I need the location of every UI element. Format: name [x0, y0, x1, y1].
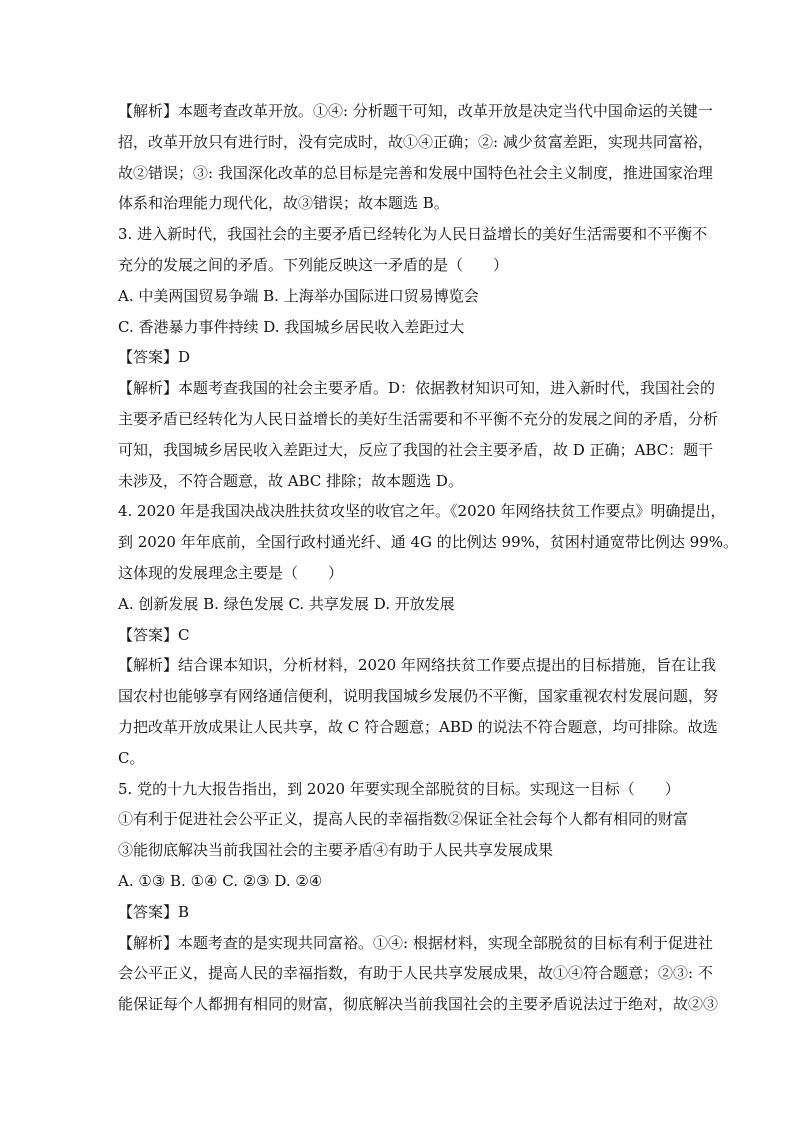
text-line: 可知，我国城乡居民收入差距过大，反应了我国的社会主要矛盾，故 D 正确；ABC：题干: [118, 440, 714, 459]
text-line: 3. 进入新时代，我国社会的主要矛盾已经转化为人民日益增长的美好生活需要和不平衡不: [118, 225, 708, 244]
text-line: 会公平正义，提高人民的幸福指数，有助于人民共享发展成果，故①④符合题意；②③: 不: [118, 964, 713, 983]
text-line: 到 2020 年年底前，全国行政村通光纤、通 4G 的比例达 99%，贫困村通宽带比例达 99%。: [118, 533, 738, 552]
text-line: 未涉及，不符合题意，故 ABC 排除；故本题选 D。: [118, 471, 463, 490]
text-line: 【解析】本题考查改革开放。①④: 分析题干可知，改革开放是决定当代中国命运的关键一: [118, 102, 713, 120]
text-line: 这体现的发展理念主要是（ ）: [118, 563, 344, 582]
text-line: 【解析】本题考查的是实现共同富裕。①④: 根据材料，实现全部脱贫的目标有利于促进社: [118, 933, 713, 952]
document-page: [118, 96, 738, 1020]
text-line: 【解析】结合课本知识，分析材料，2020 年网络扶贫工作要点提出的目标措施，旨在让我: [118, 656, 716, 675]
text-line: A. ①③ B. ①④ C. ②③ D. ②④: [118, 871, 323, 890]
text-line: 5. 党的十九大报告指出，到 2020 年要实现全部脱贫的目标。实现这一目标（ ）: [118, 779, 680, 798]
text-line: A. 创新发展 B. 绿色发展 C. 共享发展 D. 开放发展: [118, 594, 455, 613]
text-line: 充分的发展之间的矛盾。下列能反映这一矛盾的是（ ）: [118, 255, 509, 274]
text-line: 【解析】本题考查我国的社会主要矛盾。D：依据教材知识可知，进入新时代，我国社会的: [118, 379, 716, 398]
text-line: A. 中美两国贸易争端 B. 上海举办国际进口贸易博览会: [118, 286, 479, 305]
text-line: 【答案】C: [118, 625, 190, 644]
text-line: 【答案】D: [118, 348, 191, 367]
text-line: 4. 2020 年是我国决战决胜扶贫攻坚的收官之年。《2020 年网络扶贫工作要点》明确提出，: [118, 502, 726, 521]
text-line: 国农村也能够享有网络通信便利，说明我国城乡发展仍不平衡，国家重视农村发展问题，努: [118, 687, 719, 706]
text-line: C. 香港暴力事件持续 D. 我国城乡居民收入差距过大: [118, 317, 465, 336]
text-line: 体系和治理能力现代化，故③错误；故本题选 B。: [118, 194, 449, 213]
text-line: 力把改革开放成果让人民共享，故 C 符合题意；ABD 的说法不符合题意，均可排除。故选: [118, 717, 718, 736]
text-line: 能保证每个人都拥有相同的财富，彻底解决当前我国社会的主要矛盾说法过于绝对，故②③: [118, 995, 719, 1014]
text-line: 主要矛盾已经转化为人民日益增长的美好生活需要和不平衡不充分的发展之间的矛盾，分析: [118, 409, 719, 428]
text-line: C。: [118, 748, 145, 767]
text-line: 故②错误；③: 我国深化改革的总目标是完善和发展中国特色社会主义制度，推进国家治理: [118, 163, 713, 182]
text-line: ①有利于促进社会公平正义，提高人民的幸福指数②保证全社会每个人都有相同的财富: [118, 810, 689, 829]
text-line: 招，改革开放只有进行时，没有完成时，故①④正确；②: 减少贫富差距，实现共同富裕，: [118, 132, 713, 151]
text-line: 【答案】B: [118, 902, 190, 921]
text-line: ③能彻底解决当前我国社会的主要矛盾④有助于人民共享发展成果: [118, 841, 554, 860]
